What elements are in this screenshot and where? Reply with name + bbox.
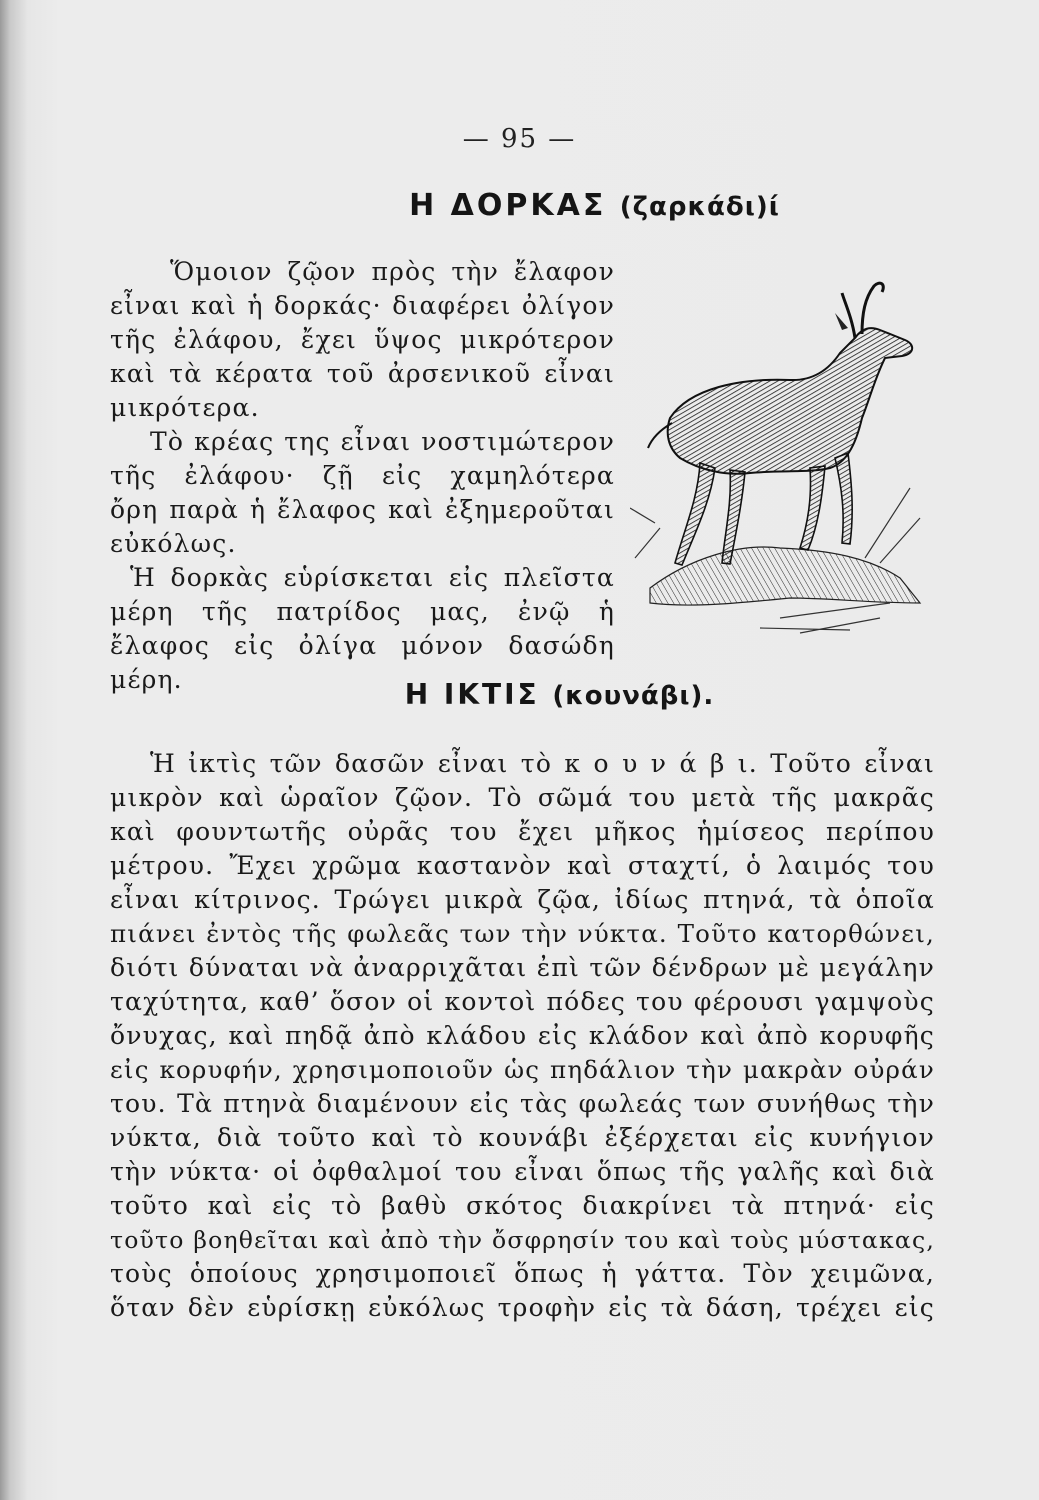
chamois-illustration [630, 258, 930, 668]
section-gloss: (ζαρκάδι)ί [619, 192, 780, 222]
text-line: τοὺς ὁποίους χρησιμοποιεῖ ὅπως ἡ γάττα. Τὸν χειμῶνα, [110, 1259, 935, 1288]
text-line: Ἡ δορκὰς εὑρίσκεται εἰς πλεῖστα [130, 563, 615, 592]
text-line: ὅταν δὲν εὑρίσκῃ εὐκόλως τροφὴν εἰς τὰ δάση, τρέχει εἰς [110, 1293, 935, 1322]
text-line: πιάνει ἐντὸς τῆς φωλεᾶς των τὴν νύκτα. Τοῦτο κατορθώνει, [110, 919, 935, 948]
text-line: Ὅμοιον ζῷον πρὸς τὴν ἔλαφον [170, 257, 615, 286]
text-line: εὐκόλως. [110, 529, 237, 558]
text-line: Ἡ ἰκτὶς τῶν δασῶν εἶναι τὸ κ ο υ ν ά β ι. Τοῦτο εἶναι [150, 749, 935, 778]
text-line: μέρη τῆς πατρίδος μας, ἐνῷ ἡ [110, 597, 615, 626]
page-number: — 95 — [462, 124, 577, 154]
text-line: Τὸ κρέας της εἶναι νοστιμώτερον [150, 427, 615, 456]
text-line: μικρότερα. [110, 393, 260, 422]
text-line: καὶ φουντωτῆς οὐρᾶς του ἔχει μῆκος ἡμίσεος περίπου [110, 817, 935, 846]
text-line: τῆς ἐλάφου, ἔχει ὕψος μικρότερον [110, 325, 615, 354]
text-line: ἔλαφος εἰς ὀλίγα μόνον δασώδη [110, 631, 615, 660]
text-line: ταχύτητα, καθ’ ὅσον οἱ κοντοὶ πόδες του φέρουσι γαμψοὺς [110, 987, 935, 1016]
text-line: τοῦτο καὶ εἰς τὸ βαθὺ σκότος διακρίνει τὰ πτηνά· εἰς [110, 1191, 935, 1220]
text-line: μέρη. [110, 665, 183, 694]
text-line: καὶ τὰ κέρατα τοῦ ἀρσενικοῦ εἶναι [110, 359, 615, 388]
text-line: εἰς κορυφήν, χρησιμοποιοῦν ὡς πηδάλιον τὴν μακρὰν οὐράν [110, 1055, 935, 1084]
text-line: μέτρου. Ἔχει χρῶμα καστανὸν καὶ σταχτί, ὁ λαιμός του [110, 851, 935, 880]
section-gloss: (κουνάβι). [552, 681, 715, 711]
text-line: εἶναι κίτρινος. Τρώγει μικρὰ ζῷα, ἰδίως πτηνά, τὰ ὁποῖα [110, 885, 935, 914]
text-line: νύκτα, διὰ τοῦτο καὶ τὸ κουνάβι ἐξέρχεται εἰς κυνήγιον [110, 1123, 935, 1152]
section-title: Η ΔΟΡΚΑΣ [409, 188, 607, 223]
text-line: τὴν νύκτα· οἱ ὀφθαλμοί του εἶναι ὅπως τῆς γαλῆς καὶ διὰ [110, 1157, 935, 1186]
section-title: Η ΙΚΤΙΣ [404, 678, 540, 711]
text-line: του. Τὰ πτηνὰ διαμένουν εἰς τὰς φωλεάς των συνήθως τὴν [110, 1089, 935, 1118]
text-line: μικρὸν καὶ ὡραῖον ζῷον. Τὸ σῶμά του μετὰ τῆς μακρᾶς [110, 783, 935, 812]
text-line: εἶναι καὶ ἡ δορκάς· διαφέρει ὀλίγον [110, 291, 615, 320]
text-line: τοῦτο βοηθεῖται καὶ ἀπὸ τὴν ὄσφρησίν του καὶ τοὺς μύστακας, [110, 1226, 935, 1254]
section-heading-iktis [40, 678, 1039, 711]
text-line: τῆς ἐλάφου· ζῇ εἰς χαμηλότερα [110, 461, 615, 490]
text-line: διότι δύναται νὰ ἀναρριχᾶται ἐπὶ τῶν δένδρων μὲ μεγάλην [110, 953, 935, 982]
text-line: ὄνυχας, καὶ πηδᾷ ἀπὸ κλάδου εἰς κλάδον καὶ ἀπὸ κορυφῆς [110, 1021, 935, 1050]
section-heading-dorkas [75, 188, 1039, 223]
text-line: ὄρη παρὰ ἡ ἔλαφος καὶ ἐξημεροῦται [110, 495, 615, 524]
